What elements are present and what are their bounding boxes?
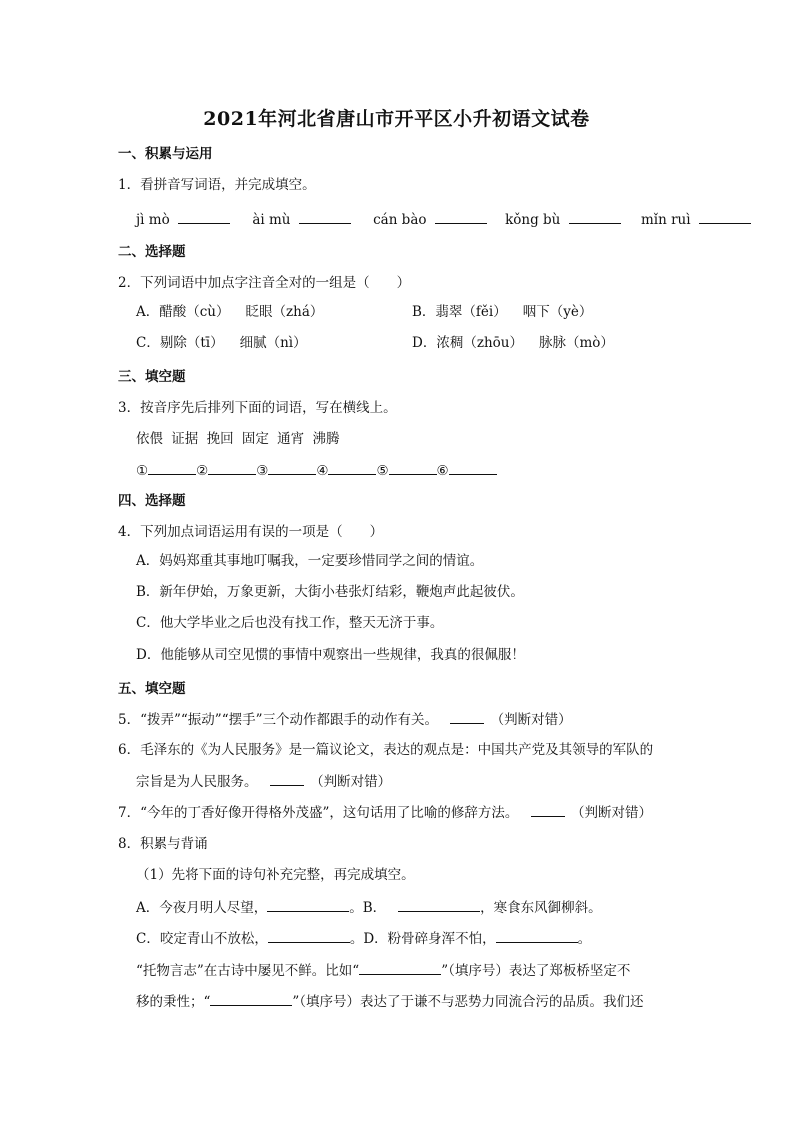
- order-mark: ⑤: [376, 463, 389, 479]
- answer-blank[interactable]: [268, 928, 350, 943]
- option-letter: D．: [412, 335, 437, 351]
- question-2-option-c: [136, 333, 307, 353]
- pinyin-2: ài mù: [252, 212, 291, 228]
- question-7: [118, 802, 652, 823]
- option-letter: C．: [136, 335, 160, 351]
- option-word: 翡翠（fěi）: [435, 304, 507, 320]
- poem-line-b: ，寒食东风御柳斜。: [480, 900, 602, 916]
- answer-blank[interactable]: [208, 460, 256, 475]
- paragraph-text: ”（填序号）表达了郑板桥坚定不: [441, 963, 631, 979]
- option-word: 醋酸（cù）: [159, 304, 230, 320]
- answer-blank[interactable]: [328, 460, 376, 475]
- order-mark: ①: [136, 463, 149, 479]
- poem-line-d: 。D．粉骨碎身浑不怕，: [349, 931, 496, 947]
- question-2-stem: 2．下列词语中加点字注音全对的一组是（ ）: [118, 275, 411, 291]
- answer-blank[interactable]: [531, 802, 565, 817]
- question-6-line-2: [136, 771, 391, 792]
- answer-blank[interactable]: [359, 960, 441, 975]
- question-4-option-b: B．新年伊始，万象更新，大街小巷张灯结彩，鞭炮声此起彼伏。: [136, 584, 524, 600]
- answer-blank[interactable]: [210, 991, 292, 1006]
- pinyin-3: cán bào: [373, 212, 427, 228]
- answer-blank[interactable]: [569, 209, 621, 224]
- page-title: 2021年河北省唐山市开平区小升初语文试卷: [203, 108, 590, 130]
- option-word: 细腻（nì）: [239, 335, 307, 351]
- order-mark: ⑥: [436, 463, 449, 479]
- answer-blank[interactable]: [270, 771, 304, 786]
- order-mark: ②: [196, 463, 209, 479]
- poem-line-b-label: 。B．: [349, 900, 387, 916]
- question-3-blanks: [136, 460, 497, 481]
- question-1-stem: 1．看拼音写词语，并完成填空。: [118, 177, 316, 193]
- answer-blank[interactable]: [268, 460, 316, 475]
- section-heading-4: 四、选择题: [118, 493, 186, 509]
- question-2-option-d: [412, 333, 614, 353]
- option-word: 剔除（tī）: [159, 335, 224, 351]
- answer-blank[interactable]: [449, 460, 497, 475]
- answer-blank[interactable]: [148, 460, 196, 475]
- judge-hint: （判断对错）: [310, 774, 392, 790]
- paragraph-text: ”（填序号）表达了于谦不与恶势力同流合污的品质。我们还: [292, 994, 644, 1010]
- pinyin-5: mǐn ruì: [640, 212, 691, 228]
- question-8-sub-1: （1）先将下面的诗句补充完整，再完成填空。: [136, 867, 415, 883]
- paragraph-text: 移的秉性；“: [136, 994, 211, 1010]
- option-word: 眨眼（zhá）: [245, 304, 324, 320]
- question-8-paragraph-2: [136, 991, 644, 1012]
- question-7-text: 7．“今年的丁香好像开得格外茂盛”，这句话用了比喻的修辞方法。: [118, 805, 519, 821]
- answer-blank[interactable]: [299, 209, 351, 224]
- answer-blank[interactable]: [398, 897, 480, 912]
- question-4-option-d: D．他能够从司空见惯的事情中观察出一些规律，我真的很佩服！: [136, 647, 525, 663]
- answer-blank[interactable]: [450, 709, 484, 724]
- answer-blank[interactable]: [267, 897, 349, 912]
- answer-blank[interactable]: [389, 460, 437, 475]
- section-heading-1: 一、积累与运用: [118, 146, 213, 162]
- section-heading-2: 二、选择题: [118, 244, 186, 260]
- pinyin-row: [136, 209, 751, 230]
- question-8-row-ab: [136, 897, 602, 918]
- question-8-paragraph-1: [136, 960, 630, 981]
- section-heading-3: 三、填空题: [118, 369, 186, 385]
- question-6-line-1: 6．毛泽东的《为人民服务》是一篇议论文，表达的观点是：中国共产党及其领导的军队的: [118, 742, 654, 758]
- poem-line-c: C．咬定青山不放松，: [136, 931, 268, 947]
- question-3-words: 依偎 证据 挽回 固定 通宵 沸腾: [136, 431, 340, 447]
- option-word: 咽下（yè）: [522, 304, 593, 320]
- question-5-text: 5．“拨弄”“振动”“摆手”三个动作都跟手的动作有关。: [118, 712, 438, 728]
- question-2-option-b: [412, 302, 592, 322]
- order-mark: ③: [256, 463, 269, 479]
- judge-hint: （判断对错）: [490, 712, 572, 728]
- pinyin-1: jì mò: [136, 212, 170, 228]
- paragraph-text: “托物言志”在古诗中屡见不鲜。比如“: [136, 963, 360, 979]
- option-word: 浓稠（zhōu）: [436, 335, 523, 351]
- question-8-stem: 8．积累与背诵: [118, 836, 208, 852]
- answer-blank[interactable]: [496, 928, 578, 943]
- question-4-option-c: C．他大学毕业之后也没有找工作，整天无济于事。: [136, 615, 444, 631]
- question-6-text: 宗旨是为人民服务。: [136, 774, 258, 790]
- answer-blank[interactable]: [435, 209, 487, 224]
- question-4-option-a: A．妈妈郑重其事地叮嘱我，一定要珍惜同学之间的情谊。: [136, 553, 484, 569]
- question-8-row-cd: [136, 928, 591, 949]
- poem-line-a: A．今夜月明人尽望，: [136, 900, 268, 916]
- answer-blank[interactable]: [699, 209, 751, 224]
- question-4-stem: 4．下列加点词语运用有误的一项是（ ）: [118, 524, 384, 540]
- judge-hint: （判断对错）: [571, 805, 652, 821]
- question-5: [118, 709, 572, 730]
- option-letter: A．: [136, 304, 160, 320]
- answer-blank[interactable]: [178, 209, 230, 224]
- section-heading-5: 五、填空题: [118, 681, 186, 697]
- question-3-stem: 3．按音序先后排列下面的词语，写在横线上。: [118, 400, 397, 416]
- question-2-option-a: [136, 302, 323, 322]
- poem-line-d-end: 。: [577, 931, 592, 947]
- option-letter: B．: [412, 304, 436, 320]
- option-word: 脉脉（mò）: [538, 335, 614, 351]
- pinyin-4: kǒng bù: [505, 212, 561, 228]
- order-mark: ④: [316, 463, 329, 479]
